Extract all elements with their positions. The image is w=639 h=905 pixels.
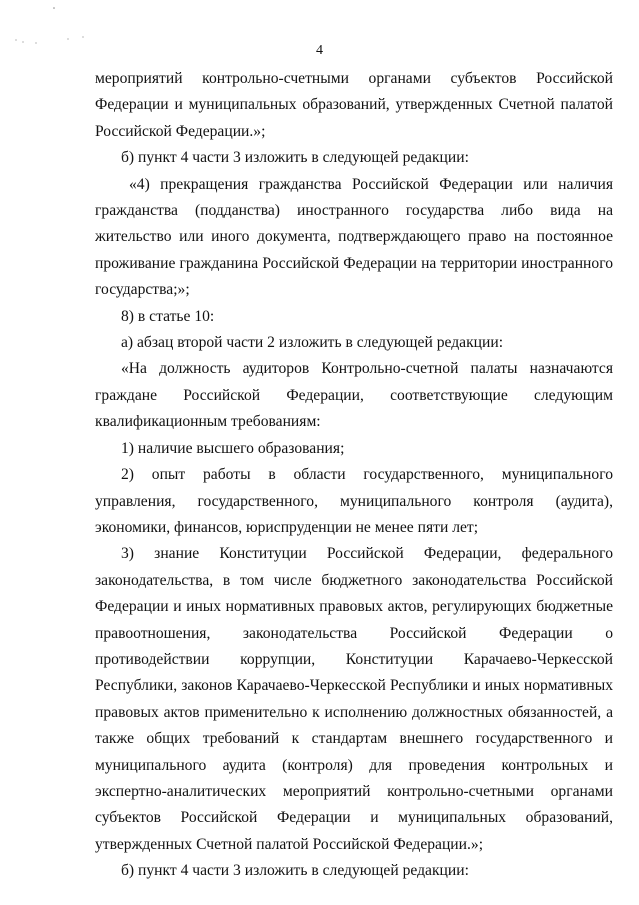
page-number: 4 [316, 43, 323, 58]
paragraph-requirement-2: 2) опыт работы в области государственного, муниципального управления, государственного, муниципального контроля (аудита), экономики, финансов, юриспруденции не менее пяти лет; [95, 466, 613, 536]
paragraph-auditors-requirements: «На должность аудиторов Контрольно-счетной палаты назначаются граждане Российской Федерации, соответствующие следующим квалификационным требованиям: [95, 360, 613, 431]
document-body [95, 66, 613, 885]
paragraph-quoted-item-4: «4) прекращения гражданства Российской Федерации или наличия гражданства (подданства) иностранного государства либо вида на жительство или иного документа, подтверждающего право на постоянное проживание гражданина Российской Федерации на территории иностранного государства;»; [95, 175, 613, 299]
paragraph-subitem-b-repeat: б) пункт 4 части 3 изложить в следующей редакции: [121, 862, 469, 880]
paragraph-subitem-b: б) пункт 4 части 3 изложить в следующей редакции: [121, 149, 469, 167]
paragraph-requirement-3: 3) знание Конституции Российской Федерации, федерального законодательства, в том числе бюджетного законодательства Российской Федерации и иных нормативных правовых актов, регулирующих бюджетные правоотношения, законодательства Российской Федерации о противодействии коррупции, Конституции Карачаево-Черкесской Республики, законов Карачаево-Черкесской Республики и иных нормативных правовых актов применительно к исполнению должностных обязанностей, а также общих требований к стандартам внешнего государственного и муниципального аудита (контроля) для проведения контрольных и экспертно-аналитических мероприятий контрольно-счетными органами субъектов Российской Федерации и муниципальных образований, утвержденных Счетной палатой Российской Федерации.»; [95, 545, 613, 853]
paragraph-continuation: мероприятий контрольно-счетными органами субъектов Российской Федерации и муниципальных образований, утвержденных Счетной палатой Российской Федерации.»; [95, 70, 613, 140]
paragraph-subitem-a: а) абзац второй части 2 изложить в следующей редакции: [121, 334, 504, 352]
paragraph-requirement-1: 1) наличие высшего образования; [121, 439, 345, 457]
paragraph-item-8: 8) в статье 10: [121, 307, 215, 325]
